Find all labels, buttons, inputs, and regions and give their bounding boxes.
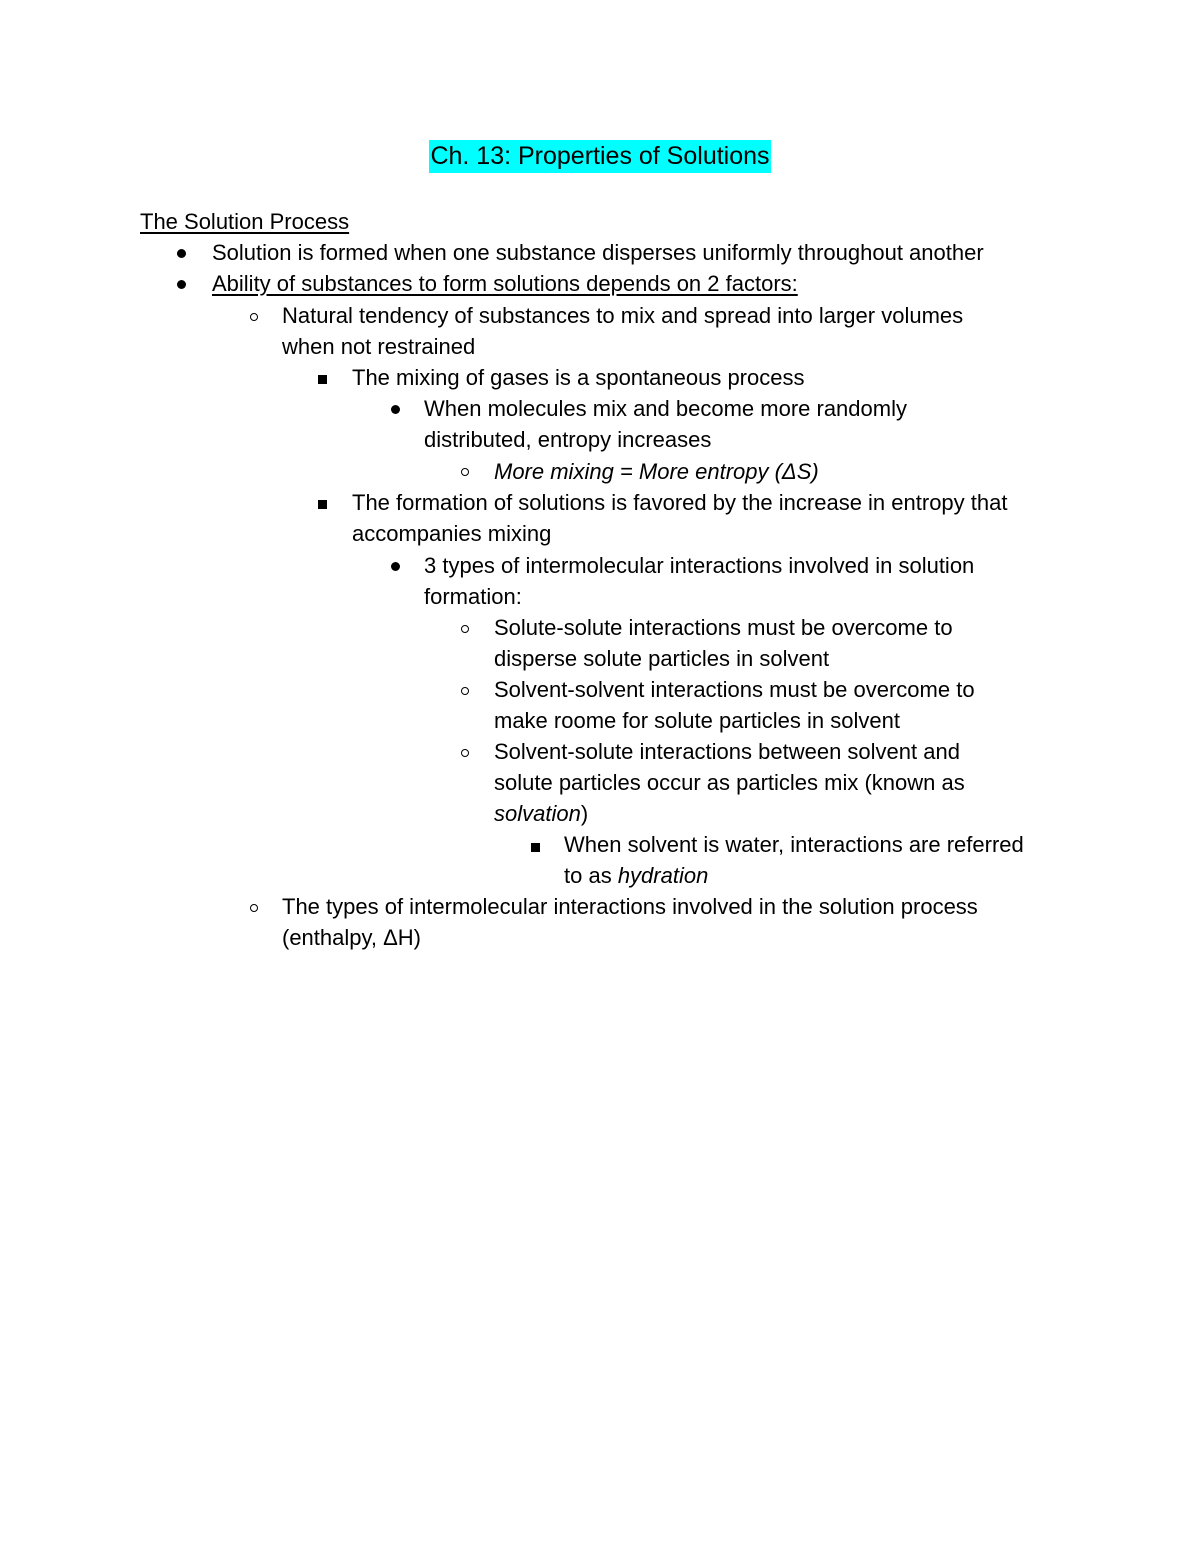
- list-item: [282, 891, 978, 953]
- list-item-text-line: Solute-solute interactions must be overcome to: [494, 615, 953, 640]
- list-item: [494, 736, 965, 829]
- list-item-text: Solution is formed when one substance disperses uniformly throughout another: [212, 240, 984, 265]
- hollow-bullet-icon: [461, 468, 469, 476]
- list-item: [564, 829, 1024, 891]
- list-item: [424, 393, 907, 455]
- list-item: [212, 268, 798, 299]
- list-item-text-line: when not restrained: [282, 334, 476, 359]
- italic-term: solvation: [494, 801, 581, 826]
- list-item-text-line: The types of intermolecular interactions involved in the solution process: [282, 894, 978, 919]
- list-item-text-line: make roome for solute particles in solvent: [494, 708, 900, 733]
- list-item-text-line: 3 types of intermolecular interactions involved in solution: [424, 553, 975, 578]
- list-item-text-line: Solvent-solute interactions between solvent and: [494, 739, 960, 764]
- list-item: [494, 612, 953, 674]
- list-item-text-line: When solvent is water, interactions are referred: [564, 832, 1024, 857]
- hollow-bullet-icon: [461, 749, 469, 757]
- list-item-text-line: [494, 798, 965, 829]
- list-item: [424, 550, 974, 612]
- square-bullet-icon: [318, 500, 327, 509]
- filled-bullet-icon: [177, 249, 186, 258]
- list-item: [212, 237, 984, 268]
- list-item: [494, 674, 975, 736]
- filled-bullet-icon: [391, 562, 400, 571]
- list-item-text-line: solute particles occur as particles mix (known as: [494, 770, 965, 795]
- list-item: [352, 487, 1007, 549]
- filled-bullet-icon: [391, 405, 400, 414]
- list-item-text-line: Solvent-solvent interactions must be overcome to: [494, 677, 975, 702]
- hollow-bullet-icon: [250, 313, 258, 321]
- list-item-text-tail: ): [580, 801, 589, 826]
- list-item-text-line: The formation of solutions is favored by the increase in entropy that: [352, 490, 1008, 515]
- list-item-text: More mixing = More entropy (ΔS): [494, 459, 819, 484]
- list-item-text-line: distributed, entropy increases: [424, 427, 712, 452]
- hollow-bullet-icon: [461, 625, 469, 633]
- list-item-text-line: accompanies mixing: [352, 521, 552, 546]
- hollow-bullet-icon: [461, 687, 469, 695]
- filled-bullet-icon: [177, 280, 186, 289]
- title-container: [0, 140, 1200, 173]
- square-bullet-icon: [318, 375, 327, 384]
- page-title: Ch. 13: Properties of Solutions: [429, 140, 770, 173]
- list-item: [352, 362, 804, 393]
- square-bullet-icon: [531, 843, 540, 852]
- list-item-text-line: (enthalpy, ΔH): [282, 925, 422, 950]
- list-item: [282, 300, 963, 362]
- section-heading: The Solution Process: [140, 209, 350, 234]
- list-item-text-line: disperse solute particles in solvent: [494, 646, 830, 671]
- list-item-text-line: When molecules mix and become more randomly: [424, 396, 907, 421]
- list-item-text-head: to as: [564, 863, 618, 888]
- list-item-text-line: [564, 860, 1024, 891]
- list-item-text: The mixing of gases is a spontaneous process: [352, 365, 805, 390]
- list-item-text-line: Natural tendency of substances to mix and spread into larger volumes: [282, 303, 964, 328]
- list-item-text-line: formation:: [424, 584, 522, 609]
- italic-term: hydration: [617, 863, 709, 888]
- hollow-bullet-icon: [250, 904, 258, 912]
- list-item: [494, 456, 819, 487]
- list-item-text: Ability of substances to form solutions depends on 2 factors:: [212, 271, 798, 296]
